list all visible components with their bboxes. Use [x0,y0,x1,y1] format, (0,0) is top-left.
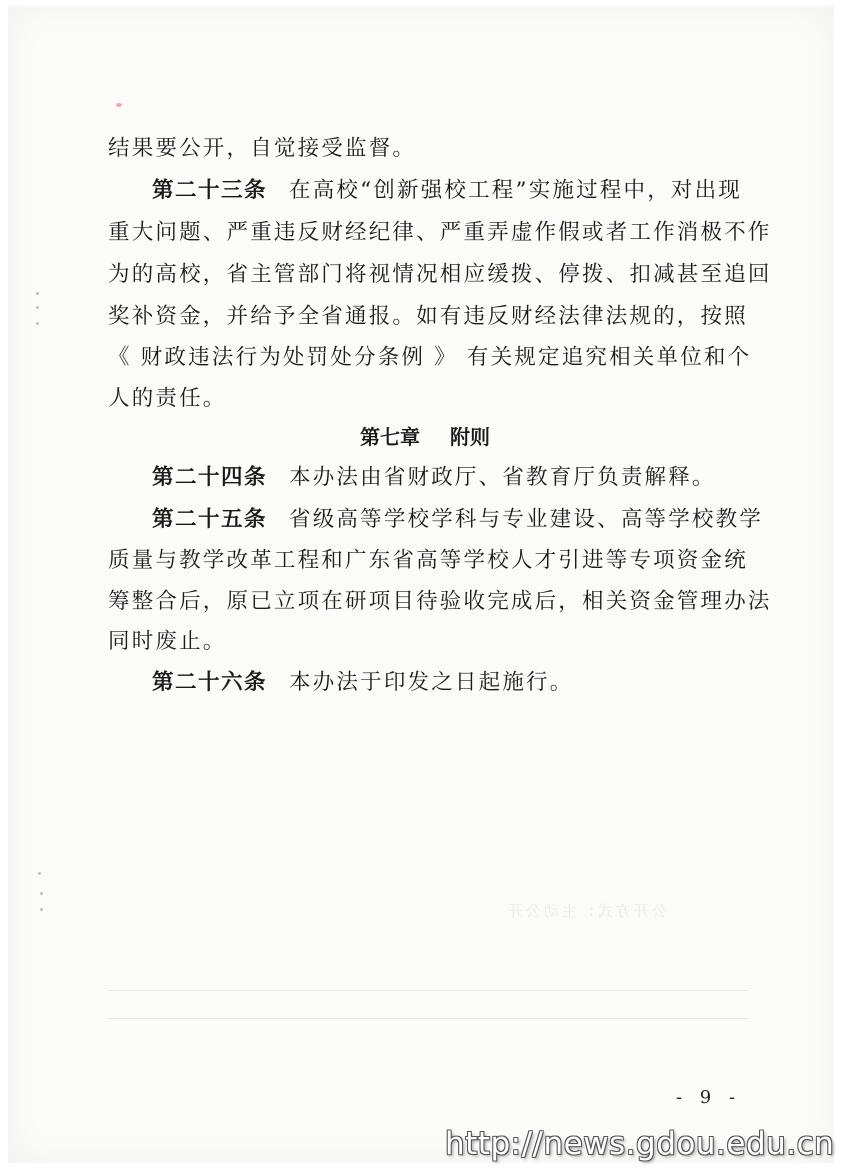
bleed-through-text: 公开方式：主动公开 [505,902,668,920]
bleed-through-rule [108,1018,748,1019]
article-paragraph [152,463,748,493]
bleed-through-rule [108,990,748,991]
chapter-title: 附则 [450,425,490,449]
text-line: 筹整合后，原已立项在研项目待验收完成后，相关资金管理办法 [108,589,772,614]
binding-mark [40,908,43,911]
text-line: 同时废止。 [108,629,227,654]
article-paragraph [152,668,748,698]
text-line: 在高校“创新强校工程”实施过程中，对出现 [289,178,743,203]
article-paragraph [152,505,764,535]
text-line: 人的责任。 [108,386,227,411]
article-heading: 第二十四条 [152,465,268,490]
watermark-url: http://news.gdou.edu.cn [445,1126,835,1162]
text-line: 为的高校，省主管部门将视情况相应缓拨、停拨、扣减甚至追回 [108,262,772,287]
chapter-number: 第七章 [360,425,420,449]
chapter-heading [0,422,850,452]
article-heading: 第二十六条 [152,670,268,695]
text-line: 本办法于印发之日起施行。 [289,670,574,695]
text-line: 结果要公开，自觉接受监督。 [108,136,417,161]
article-heading: 第二十三条 [152,178,268,203]
binding-mark [38,872,41,875]
text-line: 省级高等学校学科与专业建设、高等学校教学 [289,507,764,532]
binding-mark [40,892,43,895]
article-heading: 第二十五条 [152,507,268,532]
text-line: 《 财政违法行为处罚处分条例 》 有关规定追究相关单位和个 [108,345,752,370]
text-line: 本办法由省财政厅、省教育厅负责解释。 [289,465,716,490]
text-line: 奖补资金，并给予全省通报。如有违反财经法律法规的，按照 [108,304,748,329]
text-line: 重大问题、严重违反财经纪律、严重弄虚作假或者工作消极不作 [108,220,772,245]
ink-mark [116,103,122,107]
binding-mark [36,322,39,325]
text-line: 质量与教学改革工程和广东省高等学校人才引进等专项资金统 [108,548,748,573]
page-number: - 9 - [676,1087,742,1108]
binding-mark [36,306,39,309]
article-paragraph [152,176,748,206]
binding-mark [36,292,39,295]
